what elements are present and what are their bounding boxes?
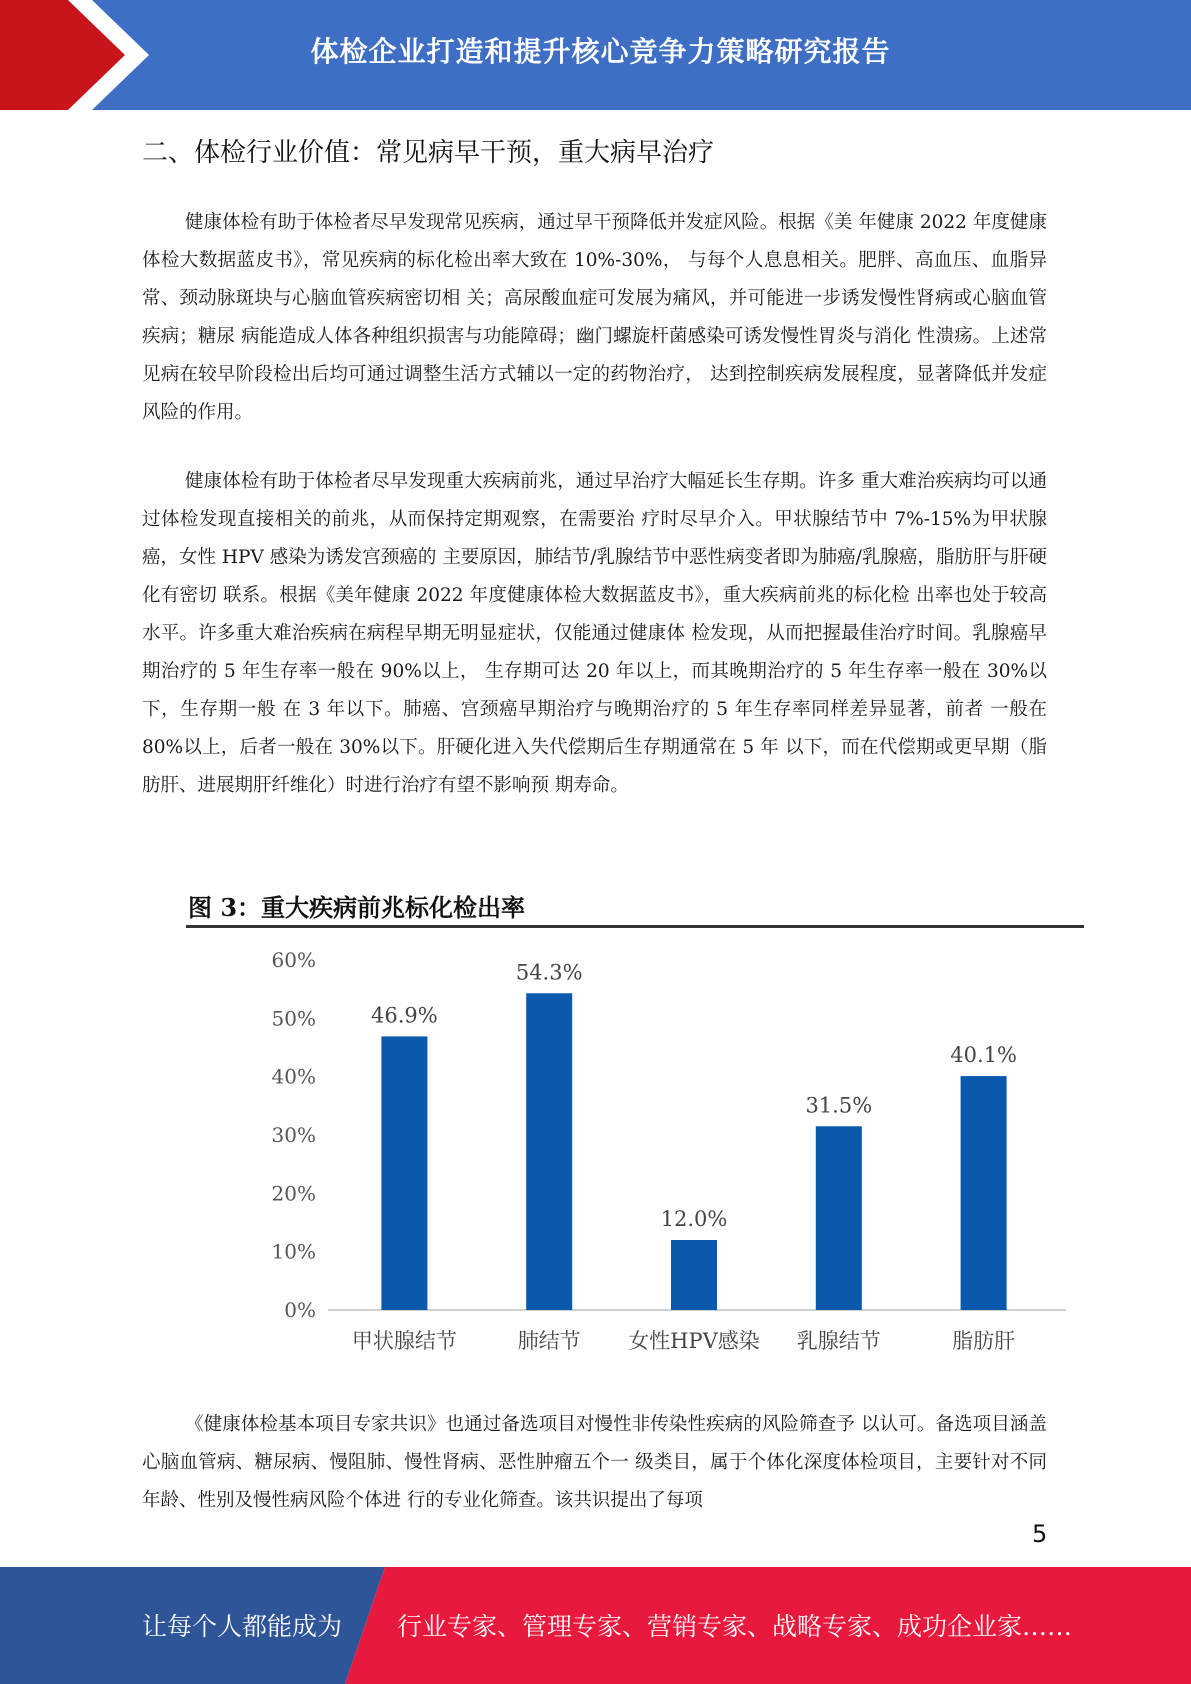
x-category-label: 女性HPV感染 — [628, 1329, 760, 1353]
y-tick-label: 20% — [271, 1181, 316, 1206]
y-tick-label: 60% — [271, 948, 316, 972]
figure-title: 图 3：重大疾病前兆标化检出率 — [188, 893, 526, 922]
bar-3 — [671, 1240, 717, 1310]
footer-slogan-right: 行业专家、管理专家、营销专家、战略专家、成功企业家…… — [397, 1612, 1073, 1641]
x-category-label: 脂肪肝 — [952, 1329, 1016, 1353]
page-header — [0, 0, 1191, 110]
bar-value-label: 40.1% — [950, 1043, 1017, 1068]
y-tick-label: 30% — [271, 1123, 316, 1147]
x-category-label: 肺结节 — [517, 1329, 581, 1353]
header-arrow-decoration — [0, 0, 150, 110]
paragraph-major-disease: 健康体检有助于体检者尽早发现重大疾病前兆，通过早治疗大幅延长生存期。许多 重大难治疾病均可以通过体检发现直接相关的前兆，从而保持定期观察，在需要治 疗时尽早介入。甲状腺结节中 7%-15%为甲状腺癌，女性 HPV 感染为诱发宫颈癌的 主要原因，肺结节/乳腺结节中恶性病变者即为肺癌/乳腺癌，脂肪肝与肝硬化有密切 联系。根据《美年健康 2022 年度健康体检大数据蓝皮书》，重大疾病前兆的标化检 出率也处于较高水平。许多重大难治疾病在病程早期无明显症状，仅能通过健康体 检发现，从而把握最佳治疗时间。乳腺癌早期治疗的 5 年生存率一般在 90%以上， 生存期可达 20 年以上，而其晚期治疗的 5 年生存率一般在 30%以下，生存期一般 在 3 年以下。肺癌、宫颈癌早期治疗与晚期治疗的 5 年生存率同样差异显著，前者 一般在 80%以上，后者一般在 30%以下。肝硬化进入失代偿期后生存期通常在 5 年 以下，而在代偿期或更早期（脂肪肝、进展期肝纤维化）时进行治疗有望不影响预 期寿命。 — [142, 471, 1047, 796]
y-tick-label: 0% — [284, 1298, 316, 1322]
x-category-label: 乳腺结节 — [796, 1329, 881, 1353]
bar-2 — [526, 993, 572, 1310]
bar-value-label: 31.5% — [805, 1093, 873, 1118]
paragraph-common-disease: 健康体检有助于体检者尽早发现常见疾病，通过早干预降低并发症风险。根据《美 年健康 2022 年度健康体检大数据蓝皮书》，常见疾病的标化检出率大致在 10%-30%， 与每个人息息相关。肥胖、高血压、血脂异常、颈动脉斑块与心脑血管疾病密切相 关；高尿酸血症可发展为痛风，并可能进一步诱发慢性肾病或心脑血管疾病；糖尿 病能造成人体各种组织损害与功能障碍；幽门螺旋杆菌感染可诱发慢性胃炎与消化 性溃疡。上述常见病在较早阶段检出后均可通过调整生活方式辅以一定的药物治疗， 达到控制疾病发展程度，显著降低并发症风险的作用。 — [142, 212, 1047, 423]
bar-5 — [961, 1076, 1007, 1310]
y-tick-label: 40% — [271, 1064, 316, 1089]
bar-value-label: 46.9% — [371, 1003, 438, 1028]
y-tick-label: 50% — [271, 1006, 316, 1031]
bar-value-label: 12.0% — [660, 1207, 728, 1231]
bar-4 — [816, 1126, 862, 1310]
figure-title-rule — [186, 925, 1084, 928]
y-tick-label: 10% — [271, 1239, 316, 1264]
bar-chart — [186, 930, 1086, 1370]
bar-1 — [381, 1036, 427, 1310]
report-title-text: 体检企业打造和提升核心竞争力策略研究报告 — [310, 35, 891, 68]
x-category-label: 甲状腺结节 — [351, 1329, 457, 1353]
page-footer — [0, 1567, 1191, 1684]
section-heading: 二、体检行业价值：常见病早干预，重大病早治疗 — [142, 138, 715, 168]
page-number: 5 — [1032, 1520, 1048, 1548]
footer-slogan-left: 让每个人都能成为 — [142, 1612, 343, 1641]
bar-value-label: 54.3% — [515, 960, 583, 985]
paragraph-expert-consensus: 《健康体检基本项目专家共识》也通过备选项目对慢性非传染性疾病的风险筛查予 以认可。备选项目涵盖心脑血管病、糖尿病、慢阻肺、慢性肾病、恶性肿瘤五个一 级类目，属于个体化深度体检项目，主要针对不同年龄、性别及慢性病风险个体进 行的专业化筛查。该共识提出了每项 — [142, 1414, 1047, 1511]
report-title — [190, 30, 1191, 70]
